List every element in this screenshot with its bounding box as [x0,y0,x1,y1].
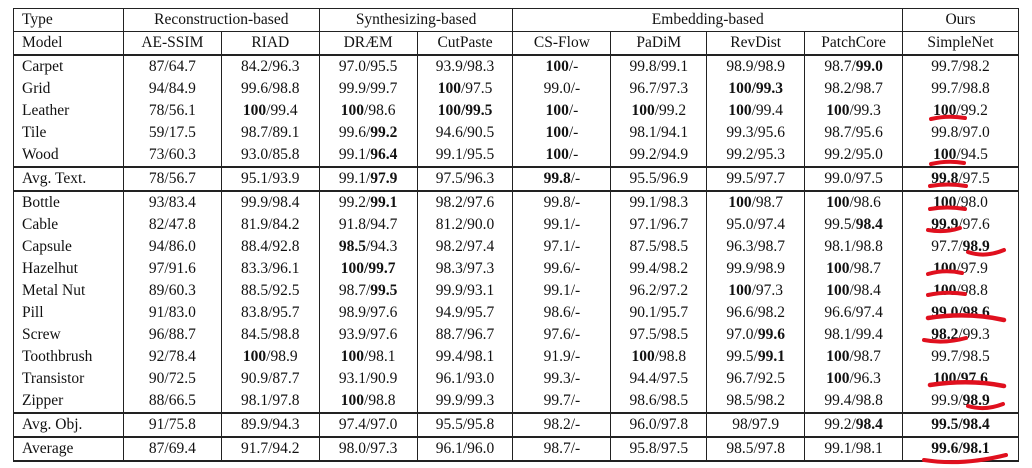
model-header-revdist: RevDist [707,32,805,56]
cell-cs-flow: 99.7/- [513,390,611,413]
row-label: Tile [14,122,124,144]
cell-cutpaste: 95.5/95.8 [417,413,513,437]
best-value: 100 [728,102,752,119]
cell-dr-m [319,258,417,280]
cell-cs-flow: 100/- [513,55,611,78]
row-label: Screw [14,324,124,346]
cell-patchcore: 100/96.3 [805,368,903,390]
best-value: 100 [826,282,850,299]
cell-dr-m: 91.8/94.7 [319,214,417,236]
cell-revdist: 98.5/98.2 [707,390,805,413]
model-header-cs-flow: CS-Flow [513,32,611,56]
cell-revdist: 100/98.7 [707,191,805,214]
cell-revdist: 97.0/99.6 [707,324,805,346]
model-header-patchcore: PatchCore [805,32,903,56]
cell-revdist: 96.6/98.2 [707,302,805,324]
cell-cutpaste: 88.7/96.7 [417,324,513,346]
cell-ae-ssim: 92/78.4 [123,346,221,368]
table-row-metal-nut [14,280,1019,302]
best-value: 99.8 [931,170,959,187]
best-value: 98.9 [962,238,990,255]
table-row-avg-text [14,167,1019,191]
cell-simplenet: 99.7/98.2 [903,55,1019,78]
cell-ae-ssim: 91/75.8 [123,413,221,437]
cell-padim: 97.1/96.7 [611,214,707,236]
best-value: 100/99.3 [728,80,784,97]
table-row-transistor [14,368,1019,390]
cell-padim: 99.8/99.1 [611,55,707,78]
model-header-model: Model [14,32,124,56]
cell-simplenet: 99.8/97.5 [903,167,1019,191]
cell-riad: 83.3/96.1 [221,258,319,280]
group-header-reconstruction-based: Reconstruction-based [123,9,319,32]
table-row-avg-obj [14,413,1019,437]
cell-padim: 98.1/94.1 [611,122,707,144]
cell-revdist: 95.0/97.4 [707,214,805,236]
best-value: 98.4 [855,216,883,233]
best-value: 99.8 [543,170,571,187]
cell-riad: 91.7/94.2 [221,437,319,461]
cell-padim: 99.1/98.3 [611,191,707,214]
best-value: 100 [933,260,957,277]
cell-simplenet [903,302,1019,324]
best-value: 99.6 [757,326,785,343]
best-value: 100/97.6 [933,370,988,387]
cell-dr-m: 98.9/97.6 [319,302,417,324]
cell-padim: 95.8/97.5 [611,437,707,461]
header-model-row [14,32,1019,56]
table-row-tile [14,122,1019,144]
table-row-average [14,437,1019,461]
table-body [14,55,1019,461]
cell-riad: 84.5/98.8 [221,324,319,346]
table-row-toothbrush [14,346,1019,368]
cell-riad: 89.9/94.3 [221,413,319,437]
cell-padim: 100/98.8 [611,346,707,368]
table-row-grid [14,78,1019,100]
cell-cs-flow: 98.7/- [513,437,611,461]
best-value: 99.0/98.6 [931,304,990,321]
cell-ae-ssim: 91/83.0 [123,302,221,324]
cell-ae-ssim: 88/66.5 [123,390,221,413]
best-value: 100 [933,194,957,211]
best-value: 100/99.5 [437,102,493,119]
cell-patchcore: 98.1/99.4 [805,324,903,346]
cell-patchcore: 100/98.6 [805,191,903,214]
table-row-leather [14,100,1019,122]
cell-simplenet [903,413,1019,437]
cell-padim: 96.2/97.2 [611,280,707,302]
cell-riad: 95.1/93.9 [221,167,319,191]
best-value: 100 [933,282,957,299]
row-label: Toothbrush [14,346,124,368]
best-value: 100 [826,260,850,277]
cell-cs-flow: 100/- [513,100,611,122]
cell-revdist: 99.5/99.1 [707,346,805,368]
cell-simplenet [903,368,1019,390]
row-label: Zipper [14,390,124,413]
cell-riad: 88.5/92.5 [221,280,319,302]
cell-cs-flow: 99.8/- [513,167,611,191]
cell-cutpaste: 93.9/98.3 [417,55,513,78]
cell-patchcore: 99.0/97.5 [805,167,903,191]
cell-ae-ssim: 59/17.5 [123,122,221,144]
cell-cs-flow: 99.3/- [513,368,611,390]
cell-dr-m: 99.2/99.1 [319,191,417,214]
cell-padim: 99.2/94.9 [611,144,707,167]
cell-ae-ssim: 89/60.3 [123,280,221,302]
group-header-embedding-based: Embedding-based [513,9,903,32]
cell-padim: 100/99.2 [611,100,707,122]
cell-simplenet [903,437,1019,461]
cell-simplenet: 100/97.9 [903,258,1019,280]
cell-riad: 81.9/84.2 [221,214,319,236]
best-value: 100 [826,194,850,211]
cell-ae-ssim: 94/84.9 [123,78,221,100]
cell-dr-m: 98.5/94.3 [319,236,417,258]
cell-simplenet: 100/98.8 [903,280,1019,302]
best-value: 100 [437,80,461,97]
best-value: 99.0 [855,58,883,75]
best-value: 97.9 [370,170,398,187]
table-row-wood [14,144,1019,167]
best-value: 100 [631,102,655,119]
cell-padim: 90.1/95.7 [611,302,707,324]
cell-riad: 93.0/85.8 [221,144,319,167]
cell-simplenet: 99.9/98.9 [903,390,1019,413]
cell-riad: 90.9/87.7 [221,368,319,390]
cell-dr-m: 93.1/90.9 [319,368,417,390]
cell-cs-flow: 99.1/- [513,280,611,302]
cell-riad: 99.6/98.8 [221,78,319,100]
cell-patchcore: 100/98.7 [805,346,903,368]
table-row-cable [14,214,1019,236]
cell-simplenet: 97.7/98.9 [903,236,1019,258]
cell-patchcore: 96.6/97.4 [805,302,903,324]
cell-simplenet: 99.7/98.8 [903,78,1019,100]
cell-padim: 96.0/97.8 [611,413,707,437]
cell-dr-m: 97.0/95.5 [319,55,417,78]
model-header-dr-m: DRÆM [319,32,417,56]
cell-riad: 99.9/98.4 [221,191,319,214]
cell-cutpaste: 100/97.5 [417,78,513,100]
cell-dr-m: 99.1/96.4 [319,144,417,167]
row-label: Cable [14,214,124,236]
cell-cs-flow: 97.6/- [513,324,611,346]
best-value: 100 [242,348,267,365]
cell-dr-m: 99.6/99.2 [319,122,417,144]
cell-revdist: 98.9/98.9 [707,55,805,78]
cell-patchcore: 100/99.3 [805,100,903,122]
best-value: 100 [545,124,569,141]
row-label: Metal Nut [14,280,124,302]
cell-cutpaste: 99.9/93.1 [417,280,513,302]
best-value: 100 [242,102,267,119]
table-row-hazelhut [14,258,1019,280]
cell-riad: 83.8/95.7 [221,302,319,324]
best-value: 100 [545,102,569,119]
cell-cs-flow: 98.6/- [513,302,611,324]
best-value: 100 [545,146,569,163]
table-row-zipper [14,390,1019,413]
cell-riad: 100/98.9 [221,346,319,368]
cell-ae-ssim: 87/69.4 [123,437,221,461]
cell-riad: 98.7/89.1 [221,122,319,144]
cell-padim: 96.7/97.3 [611,78,707,100]
row-label: Average [14,437,124,461]
cell-cutpaste: 94.6/90.5 [417,122,513,144]
cell-cutpaste: 81.2/90.0 [417,214,513,236]
cell-riad: 84.2/96.3 [221,55,319,78]
cell-cutpaste: 96.1/93.0 [417,368,513,390]
row-label: Capsule [14,236,124,258]
table-row-capsule [14,236,1019,258]
best-value: 98.4 [855,416,883,433]
best-value: 100/99.7 [340,260,396,277]
cell-ae-ssim: 90/72.5 [123,368,221,390]
model-header-riad: RIAD [221,32,319,56]
cell-cutpaste: 98.2/97.4 [417,236,513,258]
cell-cs-flow: 98.2/- [513,413,611,437]
best-value: 99.1 [757,348,785,365]
table-row-screw [14,324,1019,346]
best-value: 96.4 [370,146,398,163]
cell-cutpaste: 99.4/98.1 [417,346,513,368]
cell-revdist: 96.3/98.7 [707,236,805,258]
cell-ae-ssim: 73/60.3 [123,144,221,167]
row-label: Pill [14,302,124,324]
cell-revdist: 100/97.3 [707,280,805,302]
cell-patchcore: 98.7/99.0 [805,55,903,78]
cell-padim: 94.4/97.5 [611,368,707,390]
row-label: Wood [14,144,124,167]
cell-patchcore: 99.2/95.0 [805,144,903,167]
cell-revdist: 99.9/98.9 [707,258,805,280]
cell-ae-ssim: 97/91.6 [123,258,221,280]
best-value: 100 [728,194,752,211]
table-row-carpet [14,55,1019,78]
row-label: Avg. Text. [14,167,124,191]
cell-ae-ssim: 87/64.7 [123,55,221,78]
row-label: Leather [14,100,124,122]
row-label: Avg. Obj. [14,413,124,437]
cell-dr-m: 100/98.1 [319,346,417,368]
cell-patchcore: 100/98.4 [805,280,903,302]
group-header-ours: Ours [903,9,1019,32]
cell-dr-m: 99.1/97.9 [319,167,417,191]
group-header-type: Type [14,9,124,32]
best-value: 100 [826,102,850,119]
row-label: Hazelhut [14,258,124,280]
best-value: 98.9 [962,392,990,409]
best-value: 100 [340,392,365,409]
cell-dr-m: 98.0/97.3 [319,437,417,461]
row-label: Transistor [14,368,124,390]
best-value: 100 [826,348,850,365]
cell-padim: 95.5/96.9 [611,167,707,191]
best-value: 99.2 [370,124,398,141]
best-value: 99.5/98.4 [931,416,990,433]
best-value: 98.5 [338,238,366,255]
best-value: 99.9 [931,216,959,233]
best-value: 100 [545,58,569,75]
cell-dr-m: 100/98.6 [319,100,417,122]
cell-riad: 100/99.4 [221,100,319,122]
cell-revdist: 98/97.9 [707,413,805,437]
cell-cs-flow: 99.8/- [513,191,611,214]
cell-dr-m: 97.4/97.0 [319,413,417,437]
cell-padim: 87.5/98.5 [611,236,707,258]
cell-dr-m: 100/98.8 [319,390,417,413]
cell-cutpaste: 98.3/97.3 [417,258,513,280]
cell-patchcore: 100/98.7 [805,258,903,280]
best-value: 100 [728,282,752,299]
group-header-synthesizing-based: Synthesizing-based [319,9,513,32]
cell-ae-ssim: 94/86.0 [123,236,221,258]
cell-ae-ssim: 78/56.1 [123,100,221,122]
cell-padim: 97.5/98.5 [611,324,707,346]
cell-revdist: 96.7/92.5 [707,368,805,390]
cell-simplenet: 100/94.5 [903,144,1019,167]
row-label: Grid [14,78,124,100]
cell-riad: 98.1/97.8 [221,390,319,413]
cell-cs-flow: 100/- [513,144,611,167]
model-header-simplenet: SimpleNet [903,32,1019,56]
cell-cutpaste [417,100,513,122]
cell-patchcore: 98.7/95.6 [805,122,903,144]
cell-dr-m: 93.9/97.6 [319,324,417,346]
cell-revdist: 98.5/97.8 [707,437,805,461]
cell-revdist: 99.2/95.3 [707,144,805,167]
cell-cutpaste: 97.5/96.3 [417,167,513,191]
best-value: 100 [340,102,365,119]
best-value: 99.1 [370,194,398,211]
cell-revdist: 99.3/95.6 [707,122,805,144]
model-header-cutpaste: CutPaste [417,32,513,56]
cell-simplenet: 99.9/97.6 [903,214,1019,236]
cell-dr-m: 99.9/99.7 [319,78,417,100]
best-value: 100 [933,102,957,119]
cell-patchcore: 99.1/98.1 [805,437,903,461]
cell-revdist: 100/99.4 [707,100,805,122]
model-header-padim: PaDiM [611,32,707,56]
best-value: 100 [933,146,957,163]
cell-dr-m: 98.7/99.5 [319,280,417,302]
cell-simplenet: 100/99.2 [903,100,1019,122]
cell-padim: 99.4/98.2 [611,258,707,280]
cell-patchcore: 98.2/98.7 [805,78,903,100]
cell-revdist: 99.5/97.7 [707,167,805,191]
cell-cutpaste: 98.2/97.6 [417,191,513,214]
table-row-bottle [14,191,1019,214]
cell-cs-flow: 99.6/- [513,258,611,280]
cell-cutpaste: 99.9/99.3 [417,390,513,413]
cell-revdist [707,78,805,100]
cell-cutpaste: 99.1/95.5 [417,144,513,167]
cell-ae-ssim: 93/83.4 [123,191,221,214]
cell-simplenet: 99.8/97.0 [903,122,1019,144]
table-row-pill [14,302,1019,324]
best-value: 99.6/98.1 [931,440,990,457]
cell-ae-ssim: 82/47.8 [123,214,221,236]
header-group-row [14,9,1019,32]
cell-patchcore: 99.5/98.4 [805,214,903,236]
cell-cs-flow: 99.1/- [513,214,611,236]
row-label: Carpet [14,55,124,78]
best-value: 100 [631,348,655,365]
cell-simplenet: 100/98.0 [903,191,1019,214]
cell-cs-flow: 97.1/- [513,236,611,258]
best-value: 100 [340,348,365,365]
model-header-ae-ssim: AE-SSIM [123,32,221,56]
cell-cs-flow: 100/- [513,122,611,144]
cell-cs-flow: 99.0/- [513,78,611,100]
cell-cutpaste: 94.9/95.7 [417,302,513,324]
cell-patchcore: 99.2/98.4 [805,413,903,437]
cell-cs-flow: 91.9/- [513,346,611,368]
best-value: 99.5 [370,282,398,299]
cell-padim: 98.6/98.5 [611,390,707,413]
results-table [13,8,1019,462]
best-value: 100 [826,370,850,387]
cell-ae-ssim: 96/88.7 [123,324,221,346]
best-value: 98.2 [931,326,959,343]
cell-patchcore: 98.1/98.8 [805,236,903,258]
cell-ae-ssim: 78/56.7 [123,167,221,191]
cell-cutpaste: 96.1/96.0 [417,437,513,461]
cell-simplenet: 98.2/99.3 [903,324,1019,346]
cell-riad: 88.4/92.8 [221,236,319,258]
cell-patchcore: 99.4/98.8 [805,390,903,413]
row-label: Bottle [14,191,124,214]
cell-simplenet: 99.7/98.5 [903,346,1019,368]
